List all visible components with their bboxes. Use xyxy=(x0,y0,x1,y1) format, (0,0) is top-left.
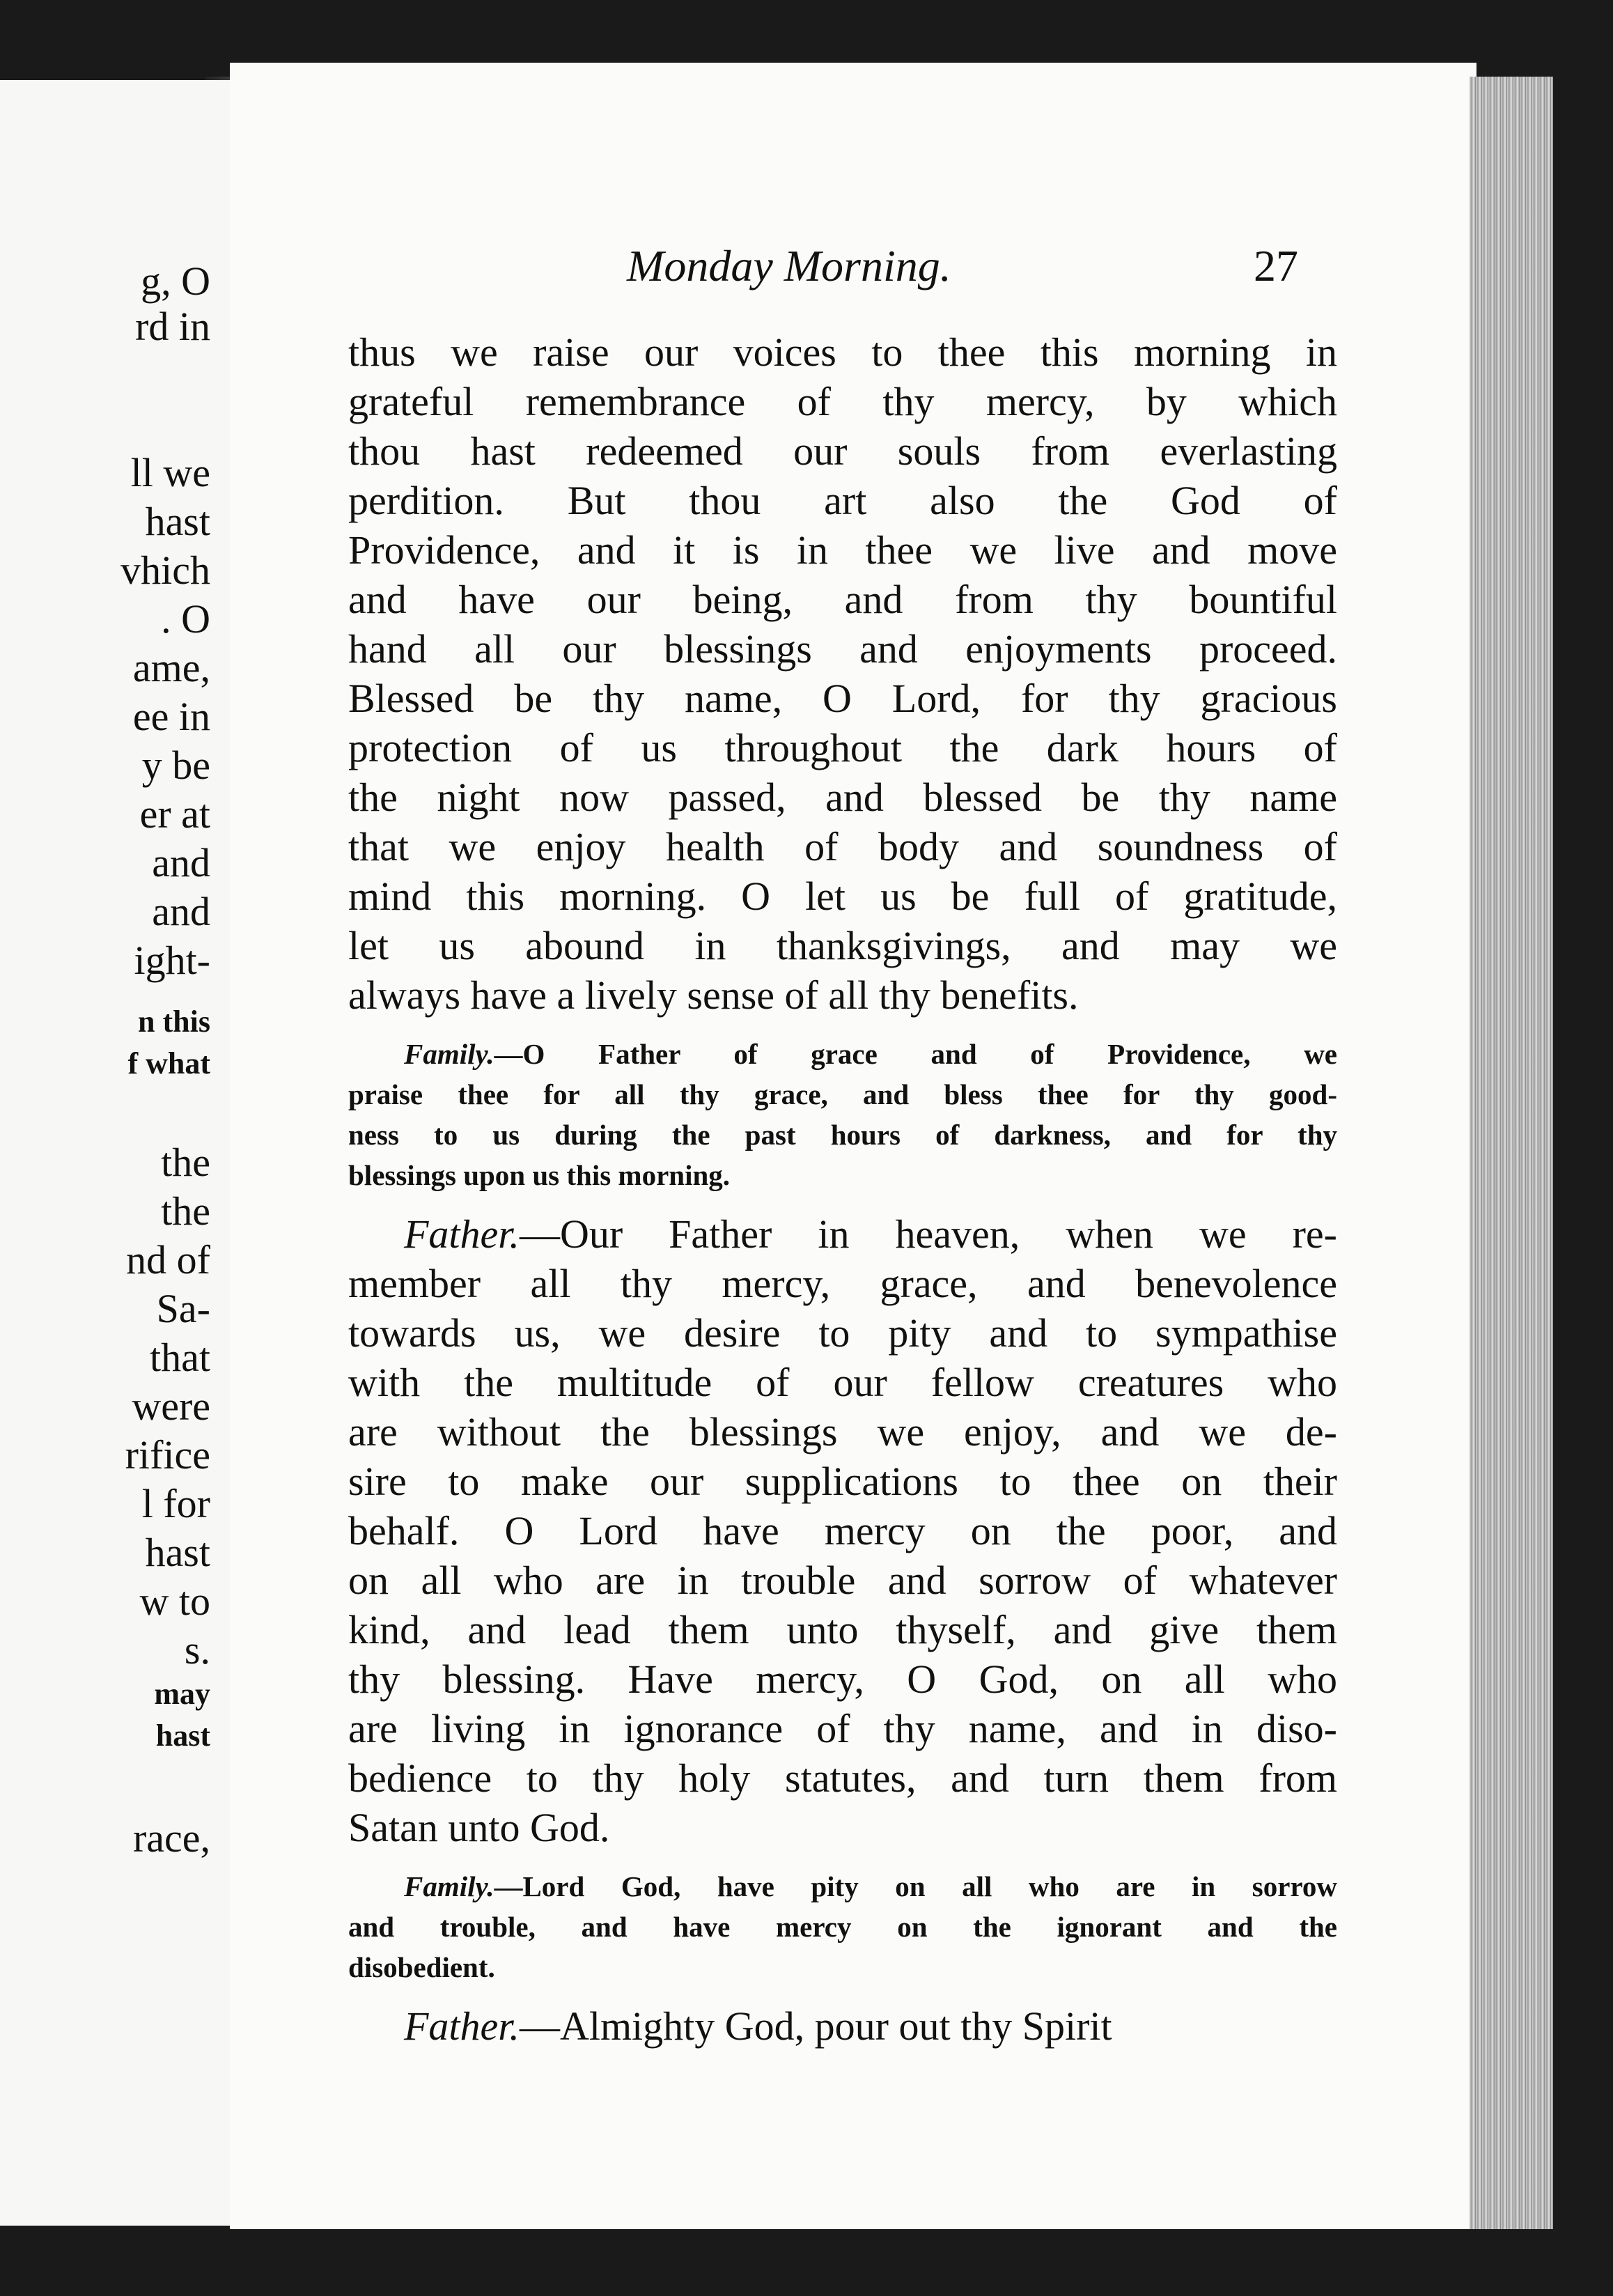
left-page-line-fragment: that xyxy=(150,1335,210,1380)
speaker-label: Father. xyxy=(404,2003,520,2049)
left-page-line-fragment: hast xyxy=(145,1530,210,1575)
text-line: that we enjoy health of body and soundness of xyxy=(348,824,1337,869)
text-line: are without the blessings we enjoy, and we de- xyxy=(348,1409,1337,1455)
text-line xyxy=(348,1209,1337,1259)
text-line: are living in ignorance of thy name, and in diso- xyxy=(348,1706,1337,1751)
text-line: let us abound in thanksgivings, and may we xyxy=(348,923,1337,968)
left-page-line-fragment: er at xyxy=(139,791,210,837)
left-page-line-fragment: race, xyxy=(132,1815,210,1861)
family-response-line: disobedient. xyxy=(348,1951,495,1983)
family-response-line: blessings upon us this morning. xyxy=(348,1159,731,1191)
left-page-line-fragment: ll we xyxy=(130,450,210,495)
text-line: protection of us throughout the dark hours of xyxy=(348,725,1337,770)
speaker-label: Family. xyxy=(404,1870,494,1902)
text-line: on all who are in trouble and sorrow of whatever xyxy=(348,1558,1337,1603)
left-page-line-fragment: f what xyxy=(127,1046,210,1080)
text-line: bedience to thy holy statutes, and turn them from xyxy=(348,1755,1337,1801)
left-page-line-fragment: the xyxy=(161,1188,210,1234)
text-line: and have our being, and from thy bountiful xyxy=(348,577,1337,622)
text-line: towards us, we desire to pity and to sympathise xyxy=(348,1310,1337,1356)
speaker-text: —O Father of grace and of Providence, we xyxy=(494,1038,1337,1070)
family-response-line xyxy=(348,1034,1337,1074)
left-page-line-fragment: rifice xyxy=(125,1432,210,1477)
left-page-fragment xyxy=(0,80,230,2226)
family-response-line: and trouble, and have mercy on the ignorant and the xyxy=(348,1911,1337,1943)
text-line: thou hast redeemed our souls from everlasting xyxy=(348,428,1337,474)
left-page-line-fragment: hast xyxy=(145,499,210,544)
speaker-label: Family. xyxy=(404,1038,494,1070)
speaker-text: —Lord God, have pity on all who are in sorrow xyxy=(494,1870,1337,1902)
left-page-line-fragment: s. xyxy=(184,1627,210,1673)
left-page-line-fragment: ame, xyxy=(132,645,210,690)
left-page-line-fragment: y be xyxy=(141,743,210,788)
left-page-line-fragment: the xyxy=(161,1140,210,1185)
text-line: mind this morning. O let us be full of gratitude, xyxy=(348,874,1337,919)
text-line: thy blessing. Have mercy, O God, on all who xyxy=(348,1657,1337,1702)
text-line: Providence, and it is in thee we live and move xyxy=(348,527,1337,573)
left-page-line-fragment: and xyxy=(152,840,210,885)
text-line: thus we raise our voices to thee this morning in xyxy=(348,329,1337,375)
left-page-line-fragment: hast xyxy=(155,1719,210,1753)
text-line: member all thy mercy, grace, and benevolence xyxy=(348,1261,1337,1306)
left-page-line-fragment: . O xyxy=(161,596,210,642)
family-response-line: ness to us during the past hours of darkness, and for thy xyxy=(348,1119,1337,1151)
running-head: Monday Morning. xyxy=(627,241,951,290)
left-page-line-fragment: Sa- xyxy=(156,1286,210,1331)
speaker-text: —Our Father in heaven, when we re- xyxy=(519,1211,1337,1257)
speaker-label: Father. xyxy=(404,1211,520,1257)
left-page-line-fragment: g, O xyxy=(141,258,210,304)
left-page-line-fragment: ight- xyxy=(134,938,210,983)
text-line: always have a lively sense of all thy benefits. xyxy=(348,972,1079,1018)
left-page-line-fragment: rd in xyxy=(135,304,210,349)
left-page-line-fragment: ee in xyxy=(132,694,210,739)
text-line: Satan unto God. xyxy=(348,1805,610,1850)
body-text xyxy=(348,327,1337,2051)
text-line: with the multitude of our fellow creatures who xyxy=(348,1360,1337,1405)
text-line xyxy=(348,2001,1337,2051)
text-line: kind, and lead them unto thyself, and give them xyxy=(348,1607,1337,1652)
left-page-line-fragment: l for xyxy=(141,1481,210,1526)
left-page-line-fragment: w to xyxy=(139,1578,210,1624)
speaker-text: —Almighty God, pour out thy Spirit xyxy=(519,2003,1112,2049)
family-response-line xyxy=(348,1866,1337,1907)
text-line: hand all our blessings and enjoyments proceed. xyxy=(348,626,1337,672)
left-page-line-fragment: were xyxy=(132,1383,210,1429)
left-page-line-fragment: nd of xyxy=(126,1237,210,1282)
text-line: Blessed be thy name, O Lord, for thy gracious xyxy=(348,676,1337,721)
text-line: behalf. O Lord have mercy on the poor, and xyxy=(348,1508,1337,1553)
page-edges xyxy=(1470,77,1553,2229)
text-line: the night now passed, and blessed be thy name xyxy=(348,775,1337,820)
left-page-line-fragment: may xyxy=(154,1677,210,1711)
text-line: grateful remembrance of thy mercy, by which xyxy=(348,379,1337,424)
family-response-line: praise thee for all thy grace, and bless thee for thy good- xyxy=(348,1078,1337,1110)
text-line: perdition. But thou art also the God of xyxy=(348,478,1337,523)
left-page-line-fragment: and xyxy=(152,889,210,934)
left-page-line-fragment: vhich xyxy=(120,548,210,593)
page-number: 27 xyxy=(1254,241,1298,290)
text-line: sire to make our supplications to thee on their xyxy=(348,1459,1337,1504)
left-page-line-fragment: n this xyxy=(138,1004,210,1039)
